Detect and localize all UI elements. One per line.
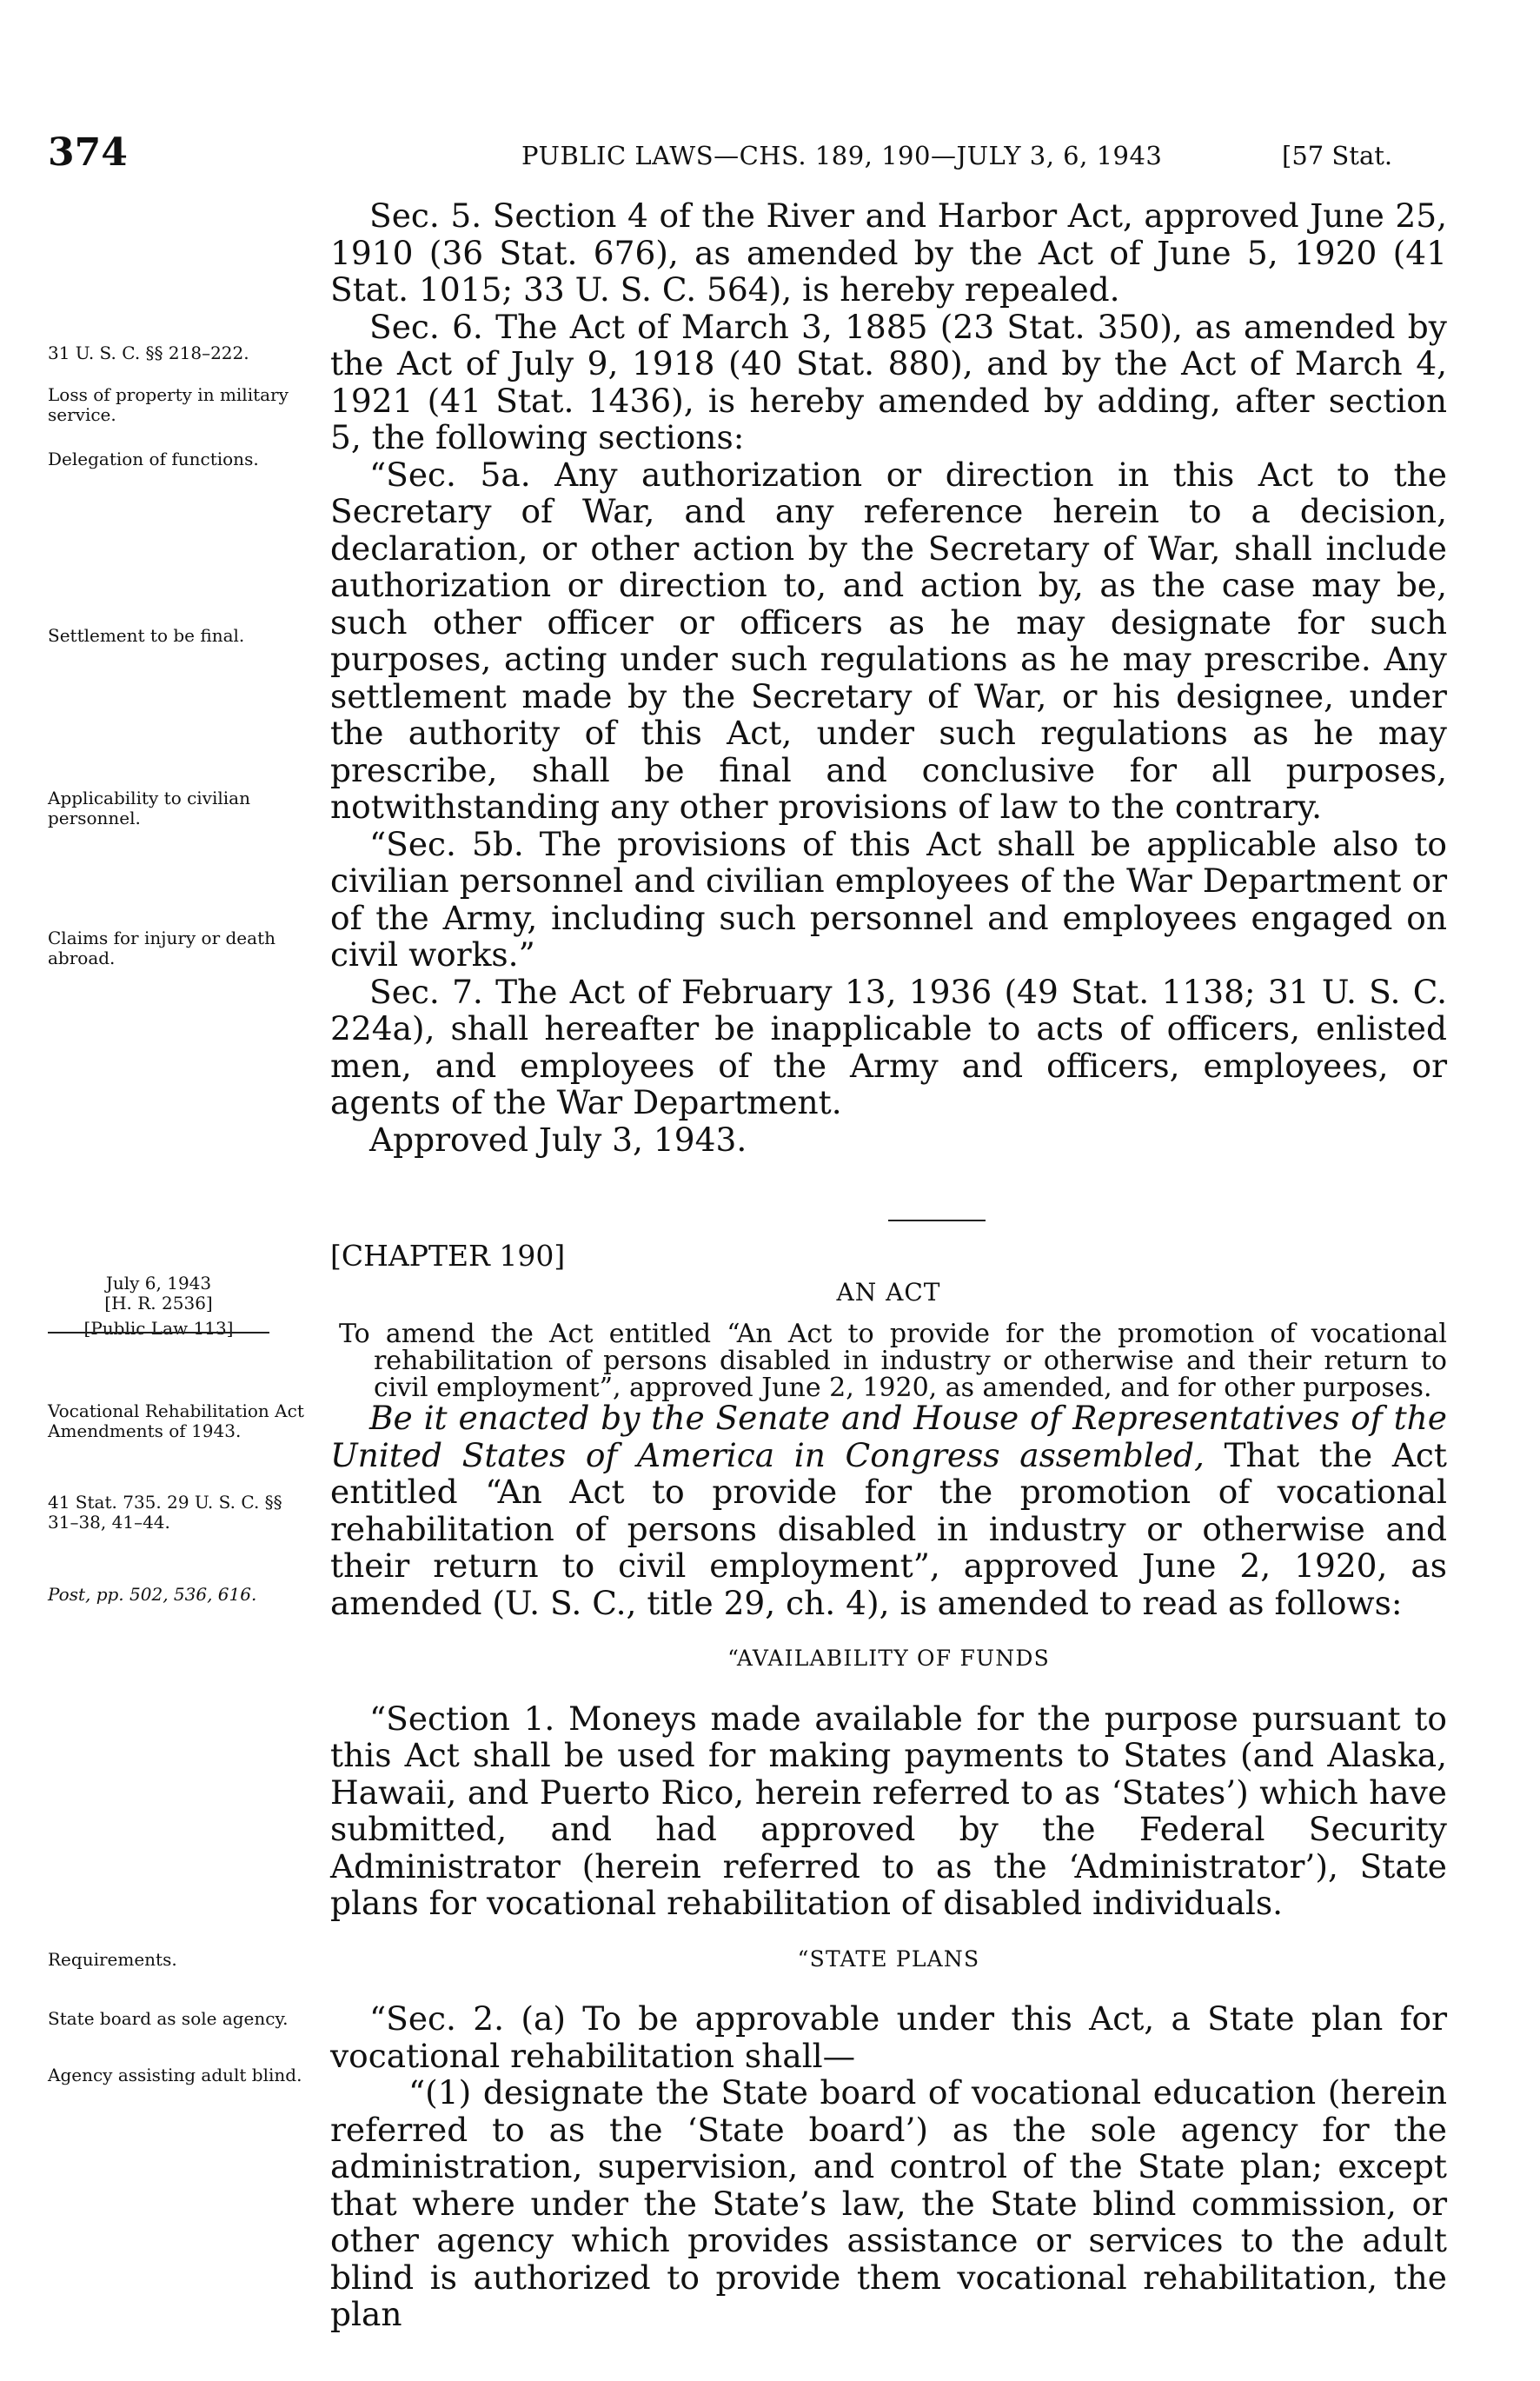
enacting-clause [330, 1400, 1447, 1621]
section-6: Sec. 6. The Act of March 3, 1885 (23 Stat. 350), as amended by the Act of July 9, 1918 (40 Stat. 880), and by the Act of March 4, 1921 (41 Stat. 1436), is hereby amended by adding, after section 5, the following sections: [330, 307, 1447, 456]
section-2a-1: “(1) designate the State board of vocational education (herein referred to as the ‘State board’) as the sole agency for the administration, supervision, and control of the State plan; except that where under the State’s law, the State blind commission, or other agency which provides assistance or services to the adult blind is authorized to provide them vocational rehabilitation, the plan [330, 2073, 1447, 2333]
margin-note-delegation: Delegation of functions. [48, 449, 259, 469]
margin-note-state-board: State board as sole agency. [48, 2008, 289, 2029]
margin-note-usc-218: 31 U. S. C. §§ 218–222. [48, 343, 249, 363]
margin-note-applicability: Applicability to civilian personnel. [48, 788, 250, 828]
section-7: Sec. 7. The Act of February 13, 1936 (49 Stat. 1138; 31 U. S. C. 224a), shall hereafter be inapplicable to acts of officers, enlisted men, and employees of the Army and officers, employees, or agents of the War Department. [330, 972, 1447, 1121]
chapter-190-body [330, 1400, 1447, 2333]
margin-note-41-stat: 41 Stat. 735. 29 U. S. C. §§ 31–38, 41–44. [48, 1492, 282, 1533]
page-number: 374 [48, 130, 128, 175]
margin-note-requirements: Requirements. [48, 1949, 177, 1970]
chapter-divider [888, 1220, 986, 1221]
section-5b: “Sec. 5b. The provisions of this Act shall be applicable also to civilian personnel and civilian employees of the War Department or of the Army, including such personnel and employees engaged on civil works.” [330, 824, 1447, 974]
margin-note-loss-of-property: Loss of property in military service. [48, 384, 289, 425]
enacting-clause-italic: Be it enacted by the Senate and House of Representatives of the United States of America in Congress assembled, [330, 1399, 1447, 1474]
margin-note-post: Post, pp. 502, 536, 616. [48, 1584, 257, 1605]
approval-line: Approved July 3, 1943. [369, 1120, 747, 1159]
heading-state-plans: “STATE PLANS [797, 1945, 980, 1972]
chapter-189-body [330, 197, 1447, 1158]
an-act-title: AN ACT [836, 1278, 941, 1307]
enacting-clause-text: That the Act entitled “An Act to provide for the promotion of vocational rehabilitation of persons disabled in industry or otherwise and their return to civil employment”, approved June 2, 1920, as amended (U. S. C., title 29, ch. 4), is amended to read as follows: [330, 1435, 1448, 1622]
page-header [0, 130, 1540, 183]
section-2a: “Sec. 2. (a) To be approvable under this Act, a State plan for vocational rehabilitation shall— [330, 1999, 1447, 2075]
margin-rule [48, 1332, 269, 1333]
volume-label: [57 Stat. [1282, 141, 1393, 170]
margin-note-claims: Claims for injury or death abroad. [48, 928, 275, 968]
heading-availability-of-funds: “AVAILABILITY OF FUNDS [727, 1646, 1050, 1671]
margin-note-public-law: [Public Law 113] [83, 1318, 234, 1339]
margin-note-agency-blind: Agency assisting adult blind. [48, 2065, 302, 2085]
section-1: “Section 1. Moneys made available for the purpose pursuant to this Act shall be used for making payments to States (and Alaska, Hawaii, and Puerto Rico, herein referred to as ‘States’) which have submitted, and had approved by the Federal Security Administrator (herein referred to as the ‘Administrator’), State plans for vocational rehabilitation of disabled individuals. [330, 1699, 1447, 1922]
margin-note-bill: [H. R. 2536] [104, 1293, 213, 1314]
margin-note-date: July 6, 1943 [105, 1273, 212, 1294]
chapter-heading: [CHAPTER 190] [330, 1239, 566, 1273]
section-5a: “Sec. 5a. Any authorization or direction in this Act to the Secretary of War, and any reference herein to a decision, declaration, or other action by the Secretary of War, shall include authorization or direction to, and action by, as the case may be, such other officer or officers as he may designate for such purposes, acting under such regulations as he may prescribe. Any settlement made by the Secretary of War, or his designee, under the authority of this Act, under such regulations as he may prescribe, shall be final and conclusive for all purposes, notwithstanding any other provisions of law to the contrary. [330, 455, 1447, 826]
running-head: PUBLIC LAWS—CHS. 189, 190—JULY 3, 6, 1943 [521, 141, 1163, 170]
section-5: Sec. 5. Section 4 of the River and Harbor Act, approved June 25, 1910 (36 Stat. 676), as amended by the Act of June 5, 1920 (41 Stat. 1015; 33 U. S. C. 564), is hereby repealed. [330, 196, 1447, 309]
act-purpose: To amend the Act entitled “An Act to provide for the promotion of vocational rehabilitation of persons disabled in industry or otherwise and their return to civil employment”, approved June 2, 1920, as amended, and for other purposes. [339, 1319, 1447, 1403]
margin-note-vocational-act: Vocational Rehabilitation Act Amendments of 1943. [48, 1400, 304, 1441]
margin-note-settlement: Settlement to be final. [48, 625, 245, 646]
